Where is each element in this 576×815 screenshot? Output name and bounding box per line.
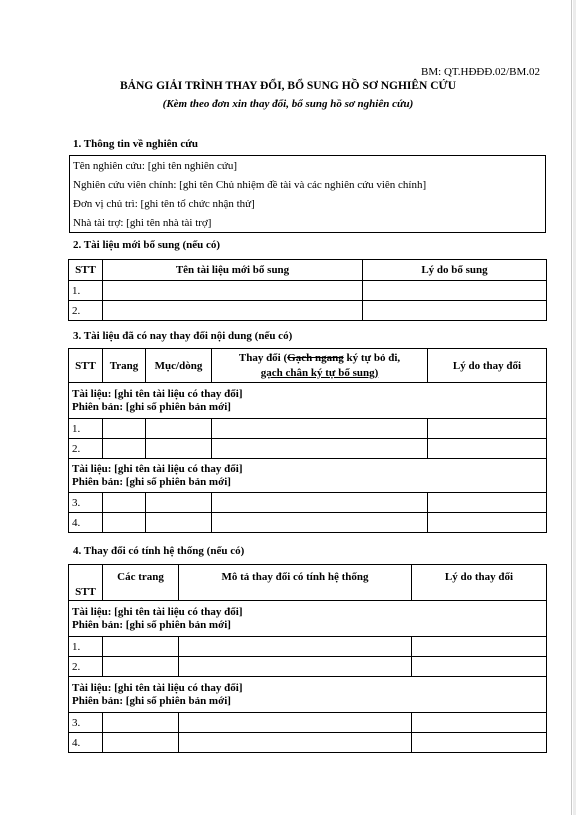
- info-principal-investigator: Nghiên cứu viên chính: [ghi tên Chủ nhiệm đề tài và các nghiên cứu viên chính]: [73, 179, 427, 191]
- cell-reason[interactable]: [412, 713, 547, 733]
- document-group: [69, 459, 547, 493]
- document-subtitle: (Kèm theo đơn xin thay đổi, bổ sung hồ sơ nghiên cứu): [162, 98, 414, 110]
- cell-reason[interactable]: [428, 493, 547, 513]
- cell-pages[interactable]: [103, 637, 179, 657]
- cell-line[interactable]: [146, 493, 212, 513]
- col-stt: STT: [69, 565, 103, 601]
- table-row: [69, 281, 547, 301]
- group-version: Phiên bản: [ghi số phiên bản mới]: [72, 694, 231, 707]
- row-number: 2.: [69, 439, 103, 459]
- table-row: [69, 733, 547, 753]
- info-research-name: Tên nghiên cứu: [ghi tên nghiên cứu]: [73, 160, 238, 172]
- cell-pages[interactable]: [103, 657, 179, 677]
- row-number: 3.: [69, 713, 103, 733]
- new-documents-table: [68, 259, 547, 321]
- form-code: BM: QT.HĐĐĐ.02/BM.02: [421, 66, 540, 78]
- row-number: 4.: [69, 733, 103, 753]
- cell-doc-name[interactable]: [103, 301, 363, 321]
- group-document-name: Tài liệu: [ghi tên tài liệu có thay đổi]: [72, 462, 243, 475]
- table-row: [69, 713, 547, 733]
- page-edge: [571, 0, 572, 815]
- col-stt: STT: [69, 260, 103, 281]
- group-version: Phiên bản: [ghi số phiên bản mới]: [72, 400, 231, 413]
- cell-change[interactable]: [212, 419, 428, 439]
- section1-heading: 1. Thông tin về nghiên cứu: [73, 138, 198, 150]
- group-document-name: Tài liệu: [ghi tên tài liệu có thay đổi]: [72, 387, 243, 400]
- group-document-name: Tài liệu: [ghi tên tài liệu có thay đổi]: [72, 605, 243, 618]
- document-group: [69, 383, 547, 419]
- cell-pages[interactable]: [103, 733, 179, 753]
- row-number: 1.: [69, 419, 103, 439]
- cell-page[interactable]: [103, 513, 146, 533]
- changed-documents-table: [68, 348, 547, 533]
- col-systemic-description: Mô tả thay đổi có tính hệ thống: [179, 565, 412, 601]
- cell-page[interactable]: [103, 493, 146, 513]
- document-group: [69, 601, 547, 637]
- col-section-line: Mục/dòng: [146, 349, 212, 383]
- document-group: [69, 677, 547, 713]
- group-version: Phiên bản: [ghi số phiên bản mới]: [72, 475, 231, 488]
- section2-heading: 2. Tài liệu mới bổ sung (nếu có): [73, 239, 221, 251]
- col-change: Thay đổi (Gạch ngang ký tự bỏ đi, gạch chân ký tự bổ sung): [212, 349, 428, 383]
- cell-reason[interactable]: [412, 733, 547, 753]
- col-change-reason: Lý do thay đổi: [428, 349, 547, 383]
- table-row: [69, 657, 547, 677]
- table-row: [69, 493, 547, 513]
- cell-line[interactable]: [146, 439, 212, 459]
- systemic-changes-table: [68, 564, 547, 753]
- section4-heading: 4. Thay đổi có tính hệ thống (nếu có): [73, 545, 245, 557]
- cell-reason[interactable]: [428, 419, 547, 439]
- col-page: Trang: [103, 349, 146, 383]
- document-title: BẢNG GIẢI TRÌNH THAY ĐỔI, BỔ SUNG HỒ SƠ NGHIÊN CỨU: [119, 80, 456, 92]
- cell-reason[interactable]: [363, 281, 547, 301]
- info-host-unit: Đơn vị chủ trì: [ghi tên tổ chức nhận thử]: [73, 198, 255, 210]
- group-version: Phiên bản: [ghi số phiên bản mới]: [72, 618, 231, 631]
- research-info-box: [69, 155, 546, 233]
- cell-page[interactable]: [103, 439, 146, 459]
- table-row: [69, 301, 547, 321]
- col-change-reason: Lý do thay đổi: [412, 565, 547, 601]
- info-sponsor: Nhà tài trợ: [ghi tên nhà tài trợ]: [73, 217, 212, 229]
- cell-change[interactable]: [212, 493, 428, 513]
- cell-description[interactable]: [179, 713, 412, 733]
- col-stt: STT: [69, 349, 103, 383]
- cell-reason[interactable]: [428, 439, 547, 459]
- cell-pages[interactable]: [103, 713, 179, 733]
- col-new-doc-name: Tên tài liệu mới bổ sung: [103, 260, 363, 281]
- cell-change[interactable]: [212, 513, 428, 533]
- cell-reason[interactable]: [363, 301, 547, 321]
- table-row: [69, 513, 547, 533]
- cell-description[interactable]: [179, 733, 412, 753]
- row-number: 1.: [69, 281, 103, 301]
- table-row: [69, 419, 547, 439]
- row-number: 1.: [69, 637, 103, 657]
- table-row: [69, 637, 547, 657]
- cell-reason[interactable]: [428, 513, 547, 533]
- cell-description[interactable]: [179, 637, 412, 657]
- col-reason-add: Lý do bổ sung: [363, 260, 547, 281]
- cell-line[interactable]: [146, 419, 212, 439]
- group-document-name: Tài liệu: [ghi tên tài liệu có thay đổi]: [72, 681, 243, 694]
- section3-heading: 3. Tài liệu đã có nay thay đổi nội dung (nếu có): [73, 330, 293, 342]
- cell-reason[interactable]: [412, 657, 547, 677]
- cell-reason[interactable]: [412, 637, 547, 657]
- row-number: 2.: [69, 657, 103, 677]
- table-row: [69, 439, 547, 459]
- row-number: 2.: [69, 301, 103, 321]
- row-number: 4.: [69, 513, 103, 533]
- cell-page[interactable]: [103, 419, 146, 439]
- cell-description[interactable]: [179, 657, 412, 677]
- col-pages: Các trang: [103, 565, 179, 601]
- row-number: 3.: [69, 493, 103, 513]
- cell-change[interactable]: [212, 439, 428, 459]
- cell-line[interactable]: [146, 513, 212, 533]
- cell-doc-name[interactable]: [103, 281, 363, 301]
